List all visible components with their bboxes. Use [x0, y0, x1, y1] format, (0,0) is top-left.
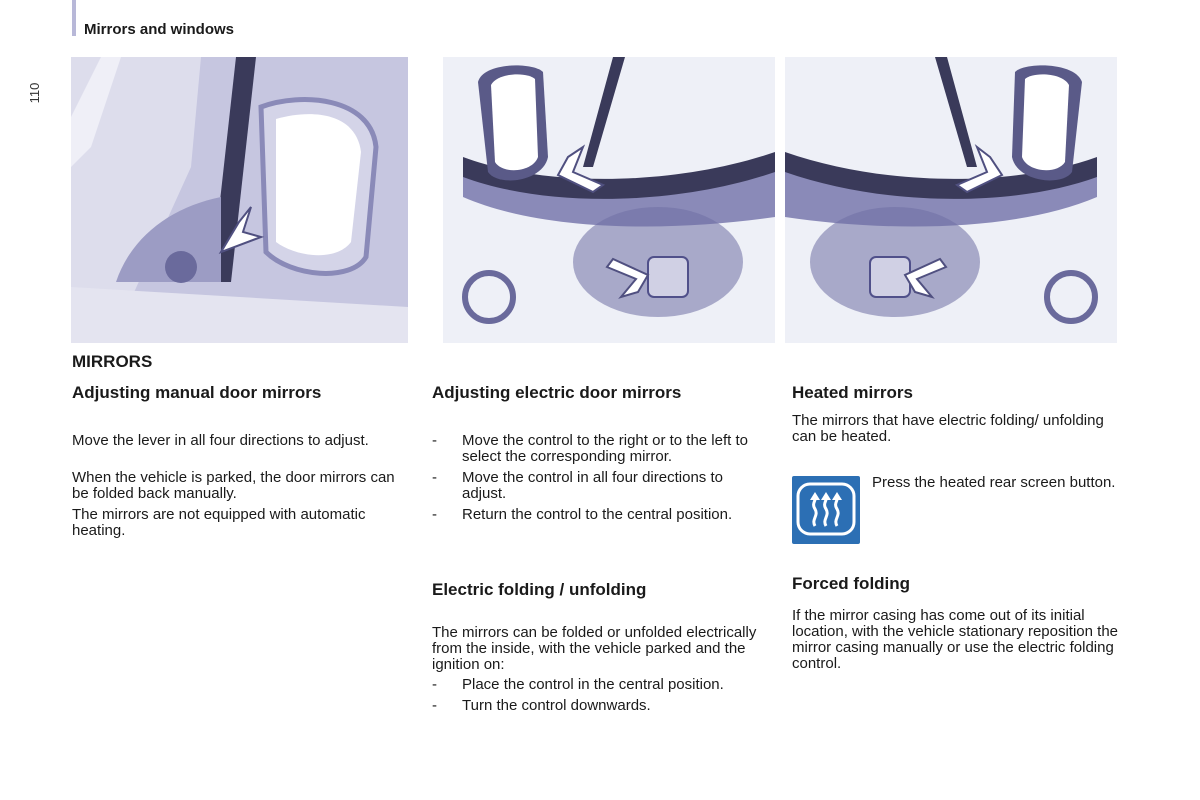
manual-paragraph-2: When the vehicle is parked, the door mirrors can be folded back manually.	[72, 469, 395, 502]
list-item	[432, 470, 762, 502]
manual-paragraph-3: The mirrors are not equipped with automatic heating.	[72, 506, 366, 539]
section-title: Mirrors and windows	[84, 21, 235, 38]
manual-paragraph-1: Move the lever in all four directions to adjust.	[72, 432, 369, 449]
dash-marker: -	[432, 469, 437, 486]
heated-intro: The mirrors that have electric folding/ unfolding can be heated.	[792, 412, 1104, 445]
header-accent-bar	[72, 0, 76, 36]
heated-mirrors-heading: Heated mirrors	[792, 383, 913, 402]
dash-marker: -	[432, 697, 437, 714]
page-number: 110	[27, 82, 42, 104]
electric-mirror-right-illustration	[785, 57, 1117, 343]
dash-marker: -	[432, 506, 437, 523]
list-item	[432, 507, 762, 523]
heated-rear-screen-icon	[792, 476, 860, 544]
folding-intro: The mirrors can be folded or unfolded electrically from the inside, with the vehicle parked and the ignition on:	[432, 624, 757, 673]
list-item	[432, 677, 762, 693]
electric-adjust-list	[432, 433, 762, 528]
list-item-text: Move the control in all four directions to adjust.	[462, 469, 723, 502]
manual-mirror-illustration	[71, 57, 408, 343]
list-item	[432, 698, 762, 714]
list-item-text: Turn the control downwards.	[462, 697, 651, 714]
mirrors-heading: MIRRORS	[72, 352, 153, 371]
forced-folding-heading: Forced folding	[792, 574, 911, 593]
dash-marker: -	[432, 676, 437, 693]
list-item	[432, 433, 762, 465]
manual-mirrors-heading: Adjusting manual door mirrors	[72, 383, 322, 402]
forced-folding-text: If the mirror casing has come out of its initial location, with the vehicle stationary reposition the mirror casing manually or use the electric folding control.	[792, 607, 1119, 672]
dash-marker: -	[432, 432, 437, 449]
list-item-text: Move the control to the right or to the left to select the corresponding mirror.	[462, 432, 748, 465]
electric-mirror-left-illustration	[443, 57, 775, 343]
list-item-text: Place the control in the central position.	[462, 676, 724, 693]
folding-list	[432, 677, 762, 719]
press-button-text: Press the heated rear screen button.	[872, 474, 1116, 491]
electric-mirrors-heading: Adjusting electric door mirrors	[432, 383, 682, 402]
list-item-text: Return the control to the central position.	[462, 506, 733, 523]
electric-folding-heading: Electric folding / unfolding	[432, 580, 647, 599]
